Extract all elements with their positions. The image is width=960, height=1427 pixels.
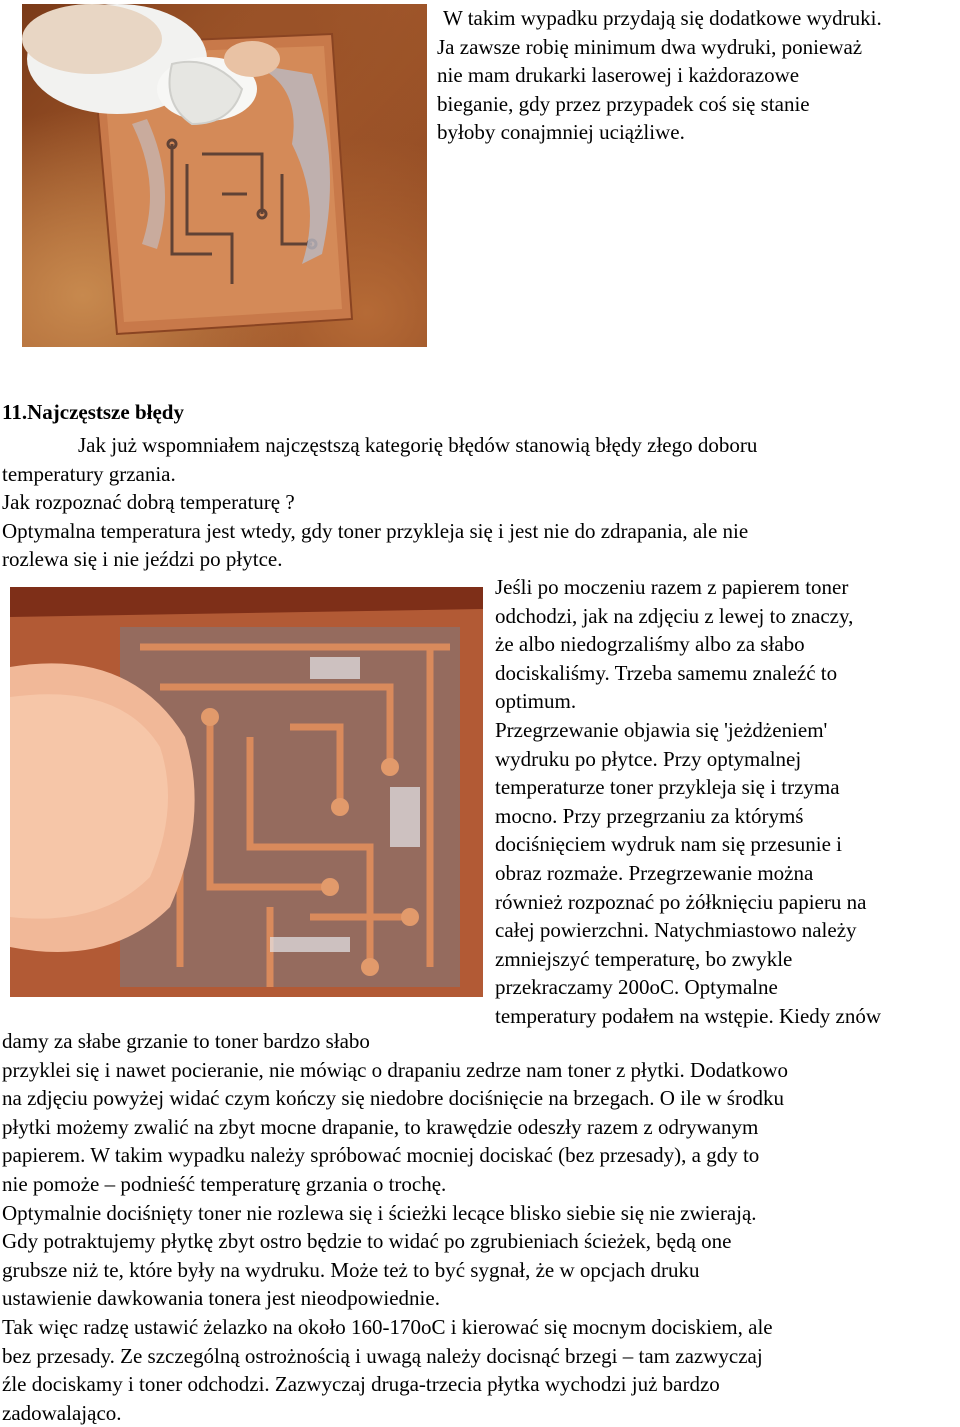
intro-line: W takim wypadku przydają się dodatkowe wydruki. <box>443 6 882 30</box>
side-line: zmniejszyć temperaturę, bo zwykle <box>495 946 793 971</box>
section-line: temperatury grzania. <box>2 461 176 486</box>
bottom-line: płytki możemy zwalić na zbyt mocne drapanie, to krawędzie odeszły razem z odrywanym <box>2 1114 759 1139</box>
section-line: rozlewa się i nie jeździ po płytce. <box>2 547 283 572</box>
bottom-line: Tak więc radzę ustawić żelazko na około 160-170oC i kierować się mocnym dociskiem, ale <box>2 1314 773 1339</box>
bottom-line: grubsze niż te, które były na wydruku. Może też to być sygnał, że w opcjach druku <box>2 1257 700 1282</box>
side-line: również rozpoznać po żółknięciu papieru na <box>495 889 867 914</box>
side-line: odchodzi, jak na zdjęciu z lewej to znaczy, <box>495 603 854 628</box>
side-line: temperatury podałem na wstępie. Kiedy znów <box>495 1003 882 1028</box>
bottom-line: nie pomoże – podnieść temperaturę grzania o trochę. <box>2 1171 447 1196</box>
side-line: Jeśli po moczeniu razem z papierem toner <box>495 575 849 599</box>
side-line: obraz rozmaże. Przegrzewanie można <box>495 860 814 885</box>
section-heading: 11.Najczęstsze błędy <box>2 400 184 424</box>
section-intro-text <box>2 431 952 574</box>
bottom-line: źle dociskamy i toner odchodzi. Zazwyczaj druga-trzecia płytka wychodzi już bardzo <box>2 1372 720 1397</box>
side-line: dociskaliśmy. Trzeba samemu znaleźć to <box>495 660 838 685</box>
side-paragraph <box>495 573 955 1031</box>
bottom-line: bez przesady. Ze szczególną ostrożnością i uwagą należy docisnąć brzegi – tam zazwyczaj <box>2 1343 763 1368</box>
side-line: że albo niedogrzaliśmy albo za słabo <box>495 632 805 657</box>
side-line: całej powierzchni. Natychmiastowo należy <box>495 918 857 943</box>
side-line: wydruku po płytce. Przy optymalnej <box>495 746 802 771</box>
side-line: Przegrzewanie objawia się 'jeżdżeniem' <box>495 717 828 742</box>
intro-paragraph <box>437 4 957 147</box>
bottom-line: damy za słabe grzanie to toner bardzo słabo <box>2 1029 370 1053</box>
section-line: Jak już wspomniałem najczęstszą kategorię błędów stanowią błędy złego doboru <box>78 433 758 457</box>
bottom-paragraph <box>2 1027 952 1427</box>
intro-line: Ja zawsze robię minimum dwa wydruki, ponieważ <box>437 34 863 59</box>
side-line: temperaturze toner przykleja się i trzyma <box>495 775 840 800</box>
side-line: przekraczamy 200oC. Optymalne <box>495 975 778 1000</box>
intro-line: bieganie, gdy przez przypadek coś się stanie <box>437 91 810 116</box>
side-line: mocno. Przy przegrzaniu za którymś <box>495 803 804 828</box>
pcb-closeup-photo <box>10 587 483 997</box>
intro-line: byłoby conajmniej uciążliwe. <box>437 120 685 145</box>
intro-line: nie mam drukarki laserowej i każdorazowe <box>437 63 800 88</box>
bottom-line: przyklei się i nawet pocieranie, nie mówiąc o drapaniu zedrze nam toner z płytki. Dodatkowo <box>2 1057 789 1082</box>
bottom-line: zadowalająco. <box>2 1400 122 1425</box>
bottom-line: ustawienie dawkowania tonera jest nieodpowiednie. <box>2 1286 440 1311</box>
section-line: Optymalna temperatura jest wtedy, gdy toner przykleja się i jest nie do zdrapania, ale nie <box>2 518 749 543</box>
side-line: optimum. <box>495 689 577 714</box>
side-line: dociśnięciem wydruk nam się przesunie i <box>495 832 842 857</box>
pcb-closeup-illustration <box>10 587 483 997</box>
bottom-line: na zdjęciu powyżej widać czym kończy się niedobre dociśnięcie na brzegach. O ile w środku <box>2 1086 784 1111</box>
bottom-line: Optymalnie dociśnięty toner nie rozlewa się i ścieżki lecące blisko siebie się nie zwierają. <box>2 1200 757 1225</box>
pcb-wiping-photo <box>22 4 427 347</box>
bottom-line: papierem. W takim wypadku należy spróbować mocniej dociskać (bez przesady), a gdy to <box>2 1143 760 1168</box>
pcb-wiping-illustration <box>22 4 427 347</box>
section-line: Jak rozpoznać dobrą temperaturę ? <box>2 490 295 515</box>
bottom-line: Gdy potraktujemy płytkę zbyt ostro będzie to widać po zgrubieniach ścieżek, będą one <box>2 1229 732 1254</box>
